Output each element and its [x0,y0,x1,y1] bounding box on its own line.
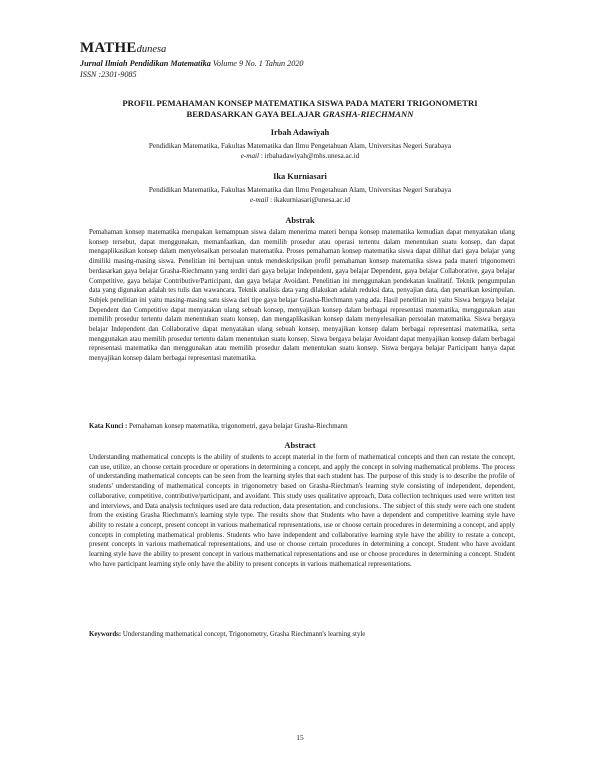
abstrak-keywords [89,422,515,432]
affiliation-text: Pendidikan Matematika, Fakultas Matematika dan Ilmu Pengetahuan Alam, Universitas Negeri Surabaya [148,186,452,194]
keywords-text: Understanding mathematical concept, Trigonometry, Grasha Riechmann's learning style [121,631,366,638]
title-line-1: PROFIL PEMAHAMAN KONSEP MATEMATIKA SISWA PADA MATERI TRIGONOMETRI [122,98,478,108]
author-email [60,195,540,205]
title-line-2 [60,109,540,120]
title-line-2-prefix: BERDASARKAN GAYA BELAJAR [186,109,323,119]
author-name: Ika Kurniasari [273,172,327,181]
abstract-text: Understanding mathematical concepts is the ability of students to accept material in the form of mathematical concepts and then can restate the concept, can use, utilize, an choose certain procedure or operations in determining a concept, and apply the concept in solving mathematical problems. The process of understanding mathematical concepts can be seen from the learning styles that each student has. The purpose of this study is to describe the profile of students' understanding of mathematical concepts in trigonometry based on Grasha-Riechman's learning style consisting of independent, dependent, collaborative, competitive, contributive/participant, and avoidant. This study uses qualitative approach, Data collection techniques used were written test and interviews, and Data analysis techniques used are data reduction, data presentation, and conclusions.. The subject of this study were each one student from the existing Grasha Riechmann's learning style type. The results show that Students who have a dependent and competitive learning style have ability to restate a concept, present concept in various mathematical representations, use or choose certain procedures in determining a concept, and apply concepts in completing mathematical problems. Students who have independent and collaborative learning style have the ability to restate a concept, present concepts in various mathematical representations, and use or choose certain procedures in determining a concept. Student who have avoidant learning style have the ability to present concept in various mathematical representations and use or choose procedures in determining a concept. Student who have participant learning style only have the ability to present concepts in various mathematical representations. [89,454,515,568]
email-address: : irbahadawiyah@mhs.unesa.ac.id [259,152,360,160]
page-number: 15 [296,733,304,742]
logo-sub: dunesa [136,44,167,55]
abstract-keywords [89,630,515,640]
volume-info: Volume 9 No. 1 Tahun 2020 [212,59,304,68]
email-label: e-mail [240,152,260,160]
abstract-heading: Abstract [284,441,316,450]
author-name: Irbah Adawiyah [270,128,330,137]
abstrak-body [89,228,515,364]
journal-logo [80,40,304,58]
abstract-body [89,453,515,569]
journal-name: Jurnal Ilmiah Pendidikan Matematika [80,59,211,68]
author-affiliation [60,185,540,205]
email-label: e-mail [249,196,269,204]
paper-title [60,98,540,120]
logo-main: MATHE [80,40,137,56]
email-address: : ikakurniasari@unesa.ac.id [268,196,351,204]
keywords-text: Pemahaman konsep matematika, trigonometri, gaya belajar Grasha-Riechmann [127,423,348,430]
abstrak-text: Pemahaman konsep matematika merupakan kemampuan siswa dalam menerima materi berupa konsep matematika kemudian dapat menyatakan ulang konsep tersebut, dapat menggunakan, memanfaatkan, dan memilih prosedur atau operasi tertentu dalam menentukan suatu konsep, dan dapat mengaplikasikan konsep dalam menyelesaikan persoalan matematika. Proses pemahaman konsep matematika siswa dapat dilihat dari gaya belajar yang dimiliki masing-masing siswa. Penelitian ini bertujuan untuk mendeskripsikan profil pemahaman konsep matematika siswa pada materi trigonometri berdasarkan gaya belajar Grasha-Riechmann yang terdiri dari gaya belajar Independent, gaya belajar Dependent, gaya belajar Collaborative, gaya belajar Competitive, gaya belajar Contributive/Participant, dan gaya belajar Avoidant. Penelitian ini menggunakan pendekatan kualitatif. Teknik pengumpulan data yang digunakan adalah tes tulis dan wawancara. Teknik analisis data yang dilakukan adalah reduksi data, penyajian data, dan penarikan kesimpulan. Subjek penelitian ini yaitu masing-masing satu siswa dari tipe gaya belajar Grasha-Riechmann yang ada. Hasil penelitian ini yaitu Siswa bergaya belajar Dependent dan Competitive dapat menyatakan ulang sebuah konsep, menyajikan konsep dalam berbagai representasi matematika, menggunakan atau memilih prosedur tertentu dalam menentukan suatu konsep, dan mengaplikasikan konsep dalam menyelesaikan persoalan matematika. Siswa bergaya belajar Independent dan Collaborative dapat menyatakan ulang sebuah konsep, menyajikan konsep dalam berbagai representasi matematika, serta menggunakan atau memilih prosedur tertentu dalam menentukan suatu konsep. Siswa bergaya belajar Avoidant dapat menyajikan konsep dalam berbagai representasi matematika dan menggunakan atau memilih prosedur dalam menentukan suatu konsep. Siswa bergaya belajar Participant hanya dapat menyajikan konsep dalam berbagai representasi matematika. [89,229,515,363]
keywords-label: Kata Kunci : [89,423,128,430]
author-email [60,151,540,161]
issn: ISSN :2301-9085 [80,70,137,79]
abstrak-heading: Abstrak [285,216,315,225]
journal-header [80,40,304,80]
title-line-2-italic: GRASHA-RIECHMANN [322,109,414,119]
author-affiliation [60,141,540,161]
affiliation-text: Pendidikan Matematika, Fakultas Matematika dan Ilmu Pengetahuan Alam, Universitas Negeri Surabaya [148,142,452,150]
keywords-label: Keywords: [89,631,122,638]
journal-line [80,58,304,69]
